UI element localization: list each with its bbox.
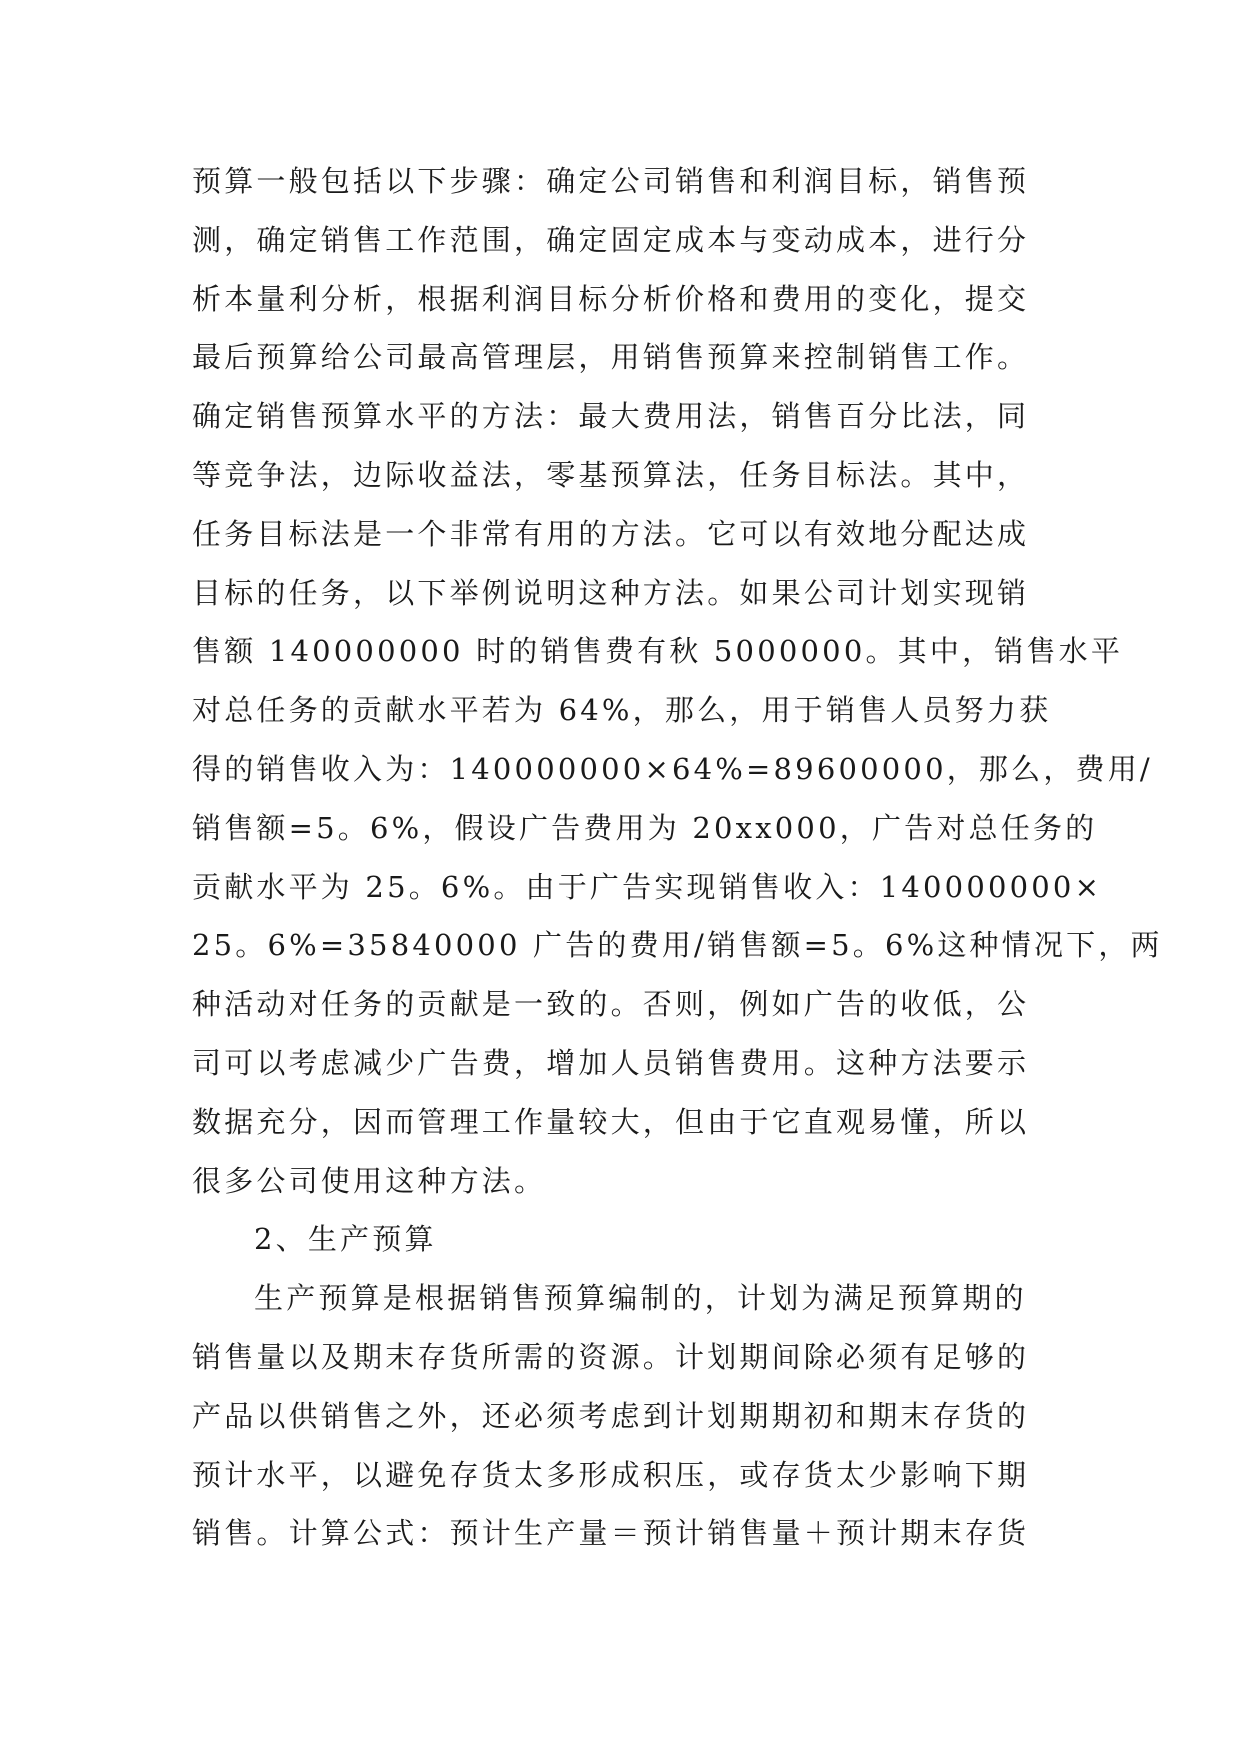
- text-line: 任务目标法是一个非常有用的方法。它可以有效地分配达成: [192, 516, 1030, 551]
- text-line: 售额 140000000 时的销售费有秋 5000000。其中，销售水平: [192, 634, 1124, 669]
- section-heading-production-budget: [192, 1210, 1062, 1269]
- text-line: 得的销售收入为：140000000×64%=89600000，那么，费用/: [192, 751, 1153, 786]
- text-line: 目标的任务，以下举例说明这种方法。如果公司计划实现销: [192, 575, 1030, 610]
- text-line: 种活动对任务的贡献是一致的。否则，例如广告的收低，公: [192, 987, 1030, 1022]
- paragraph-sales-budget-steps: [192, 152, 1163, 1210]
- text-line: 最后预算给公司最高管理层，用销售预算来控制销售工作。: [192, 340, 1030, 375]
- text-line: 数据充分，因而管理工作量较大，但由于它直观易懂，所以: [192, 1104, 1030, 1139]
- paragraph-production-budget: [192, 1269, 1062, 1563]
- text-line: 等竞争法，边际收益法，零基预算法，任务目标法。其中，: [192, 457, 1030, 492]
- text-line: 确定销售预算水平的方法：最大费用法，销售百分比法，同: [192, 399, 1030, 434]
- text-line: 析本量利分析，根据利润目标分析价格和费用的变化，提交: [192, 281, 1030, 316]
- text-line: 生产预算是根据销售预算编制的，计划为满足预算期的: [254, 1281, 1027, 1316]
- text-line: 对总任务的贡献水平若为 64%，那么，用于销售人员努力获: [192, 693, 1052, 728]
- text-line: 产品以供销售之外，还必须考虑到计划期期初和期末存货的: [192, 1398, 1030, 1433]
- text-line: 测，确定销售工作范围，确定固定成本与变动成本，进行分: [192, 222, 1030, 257]
- text-line: 销售额=5。6%，假设广告费用为 20xx000，广告对总任务的: [192, 810, 1098, 845]
- text-line: 预计水平，以避免存货太多形成积压，或存货太少影响下期: [192, 1457, 1030, 1492]
- text-line: 销售。计算公式：预计生产量＝预计销售量＋预计期末存货: [192, 1516, 1030, 1551]
- text-line: 预算一般包括以下步骤：确定公司销售和利润目标，销售预: [192, 164, 1030, 198]
- document-body: [192, 152, 1163, 1563]
- text-line: 很多公司使用这种方法。: [192, 1163, 547, 1198]
- text-line: 司可以考虑减少广告费，增加人员销售费用。这种方法要示: [192, 1045, 1030, 1080]
- text-line: 销售量以及期末存货所需的资源。计划期间除必须有足够的: [192, 1339, 1030, 1374]
- text-line: 贡献水平为 25。6%。由于广告实现销售收入：140000000×: [192, 869, 1103, 904]
- section-heading: 2、生产预算: [254, 1222, 437, 1257]
- text-line: 25。6%=35840000 广告的费用/销售额=5。6%这种情况下，两: [192, 928, 1163, 963]
